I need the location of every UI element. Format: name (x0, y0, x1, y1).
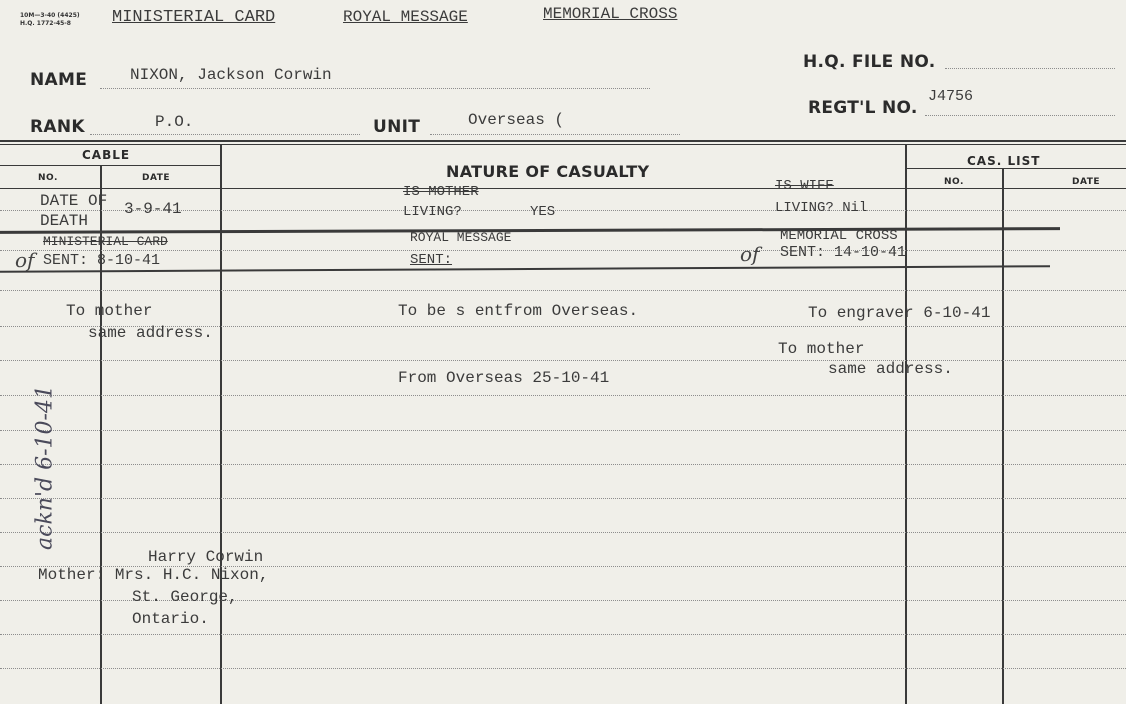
row-line (0, 634, 1126, 635)
to-mother-2: To mother (778, 340, 865, 358)
ministerial-card-typed: MINISTERIAL CARD (43, 234, 168, 249)
is-mother-label: IS MOTHER (403, 184, 479, 200)
death-label: DEATH (40, 212, 89, 230)
same-address-1: same address. (88, 324, 213, 342)
from-overseas: From Overseas 25-10-41 (398, 369, 610, 387)
row-line (0, 250, 1126, 251)
ruled-line-1 (0, 227, 1060, 234)
cable-no-header: NO. (38, 173, 58, 183)
hq-file-line (945, 68, 1115, 69)
name-value: NIXON, Jackson Corwin (130, 66, 332, 84)
death-date: 3-9-41 (124, 200, 182, 218)
cas-no-header: NO. (944, 177, 964, 187)
royal-sent: SENT: (410, 252, 453, 268)
mother-living-value: YES (530, 204, 556, 220)
ontario: Ontario. (132, 610, 209, 628)
regtl-label: REGT'L NO. (808, 98, 918, 118)
name-label: NAME (30, 70, 88, 90)
cas-list-header: CAS. LIST (967, 154, 1041, 168)
row-line (0, 532, 1126, 533)
to-be-sent: To be s entfrom Overseas. (398, 302, 639, 320)
cable-header: CABLE (82, 148, 131, 162)
rank-line (90, 134, 360, 135)
rank-label: RANK (30, 117, 85, 137)
cas-subrule (905, 168, 1126, 169)
nature-header: NATURE OF CASUALTY (446, 162, 650, 181)
row-line (0, 668, 1126, 669)
cas-date-header: DATE (1072, 177, 1101, 187)
row-line (0, 464, 1126, 465)
tick-ministerial: of (15, 248, 35, 272)
royal-message-typed: ROYAL MESSAGE (410, 230, 512, 245)
row-line (0, 395, 1126, 396)
mother-living-label: LIVING? (403, 204, 462, 220)
ministerial-sent: SENT: 8-10-41 (43, 252, 161, 269)
regtl-value: J4756 (928, 88, 974, 105)
row-line (0, 360, 1126, 361)
same-address-2: same address. (828, 360, 953, 378)
hq-file-label: H.Q. FILE NO. (803, 52, 936, 72)
header-ministerial-card: MINISTERIAL CARD (112, 8, 276, 27)
memorial-sent: SENT: 14-10-41 (780, 244, 907, 261)
margin-acknowledged-note: ackn'd 6-10-41 (32, 385, 58, 550)
regtl-line (925, 115, 1115, 116)
row-line (0, 498, 1126, 499)
is-wife-label: IS WIFE (775, 178, 834, 194)
memorial-cross-typed: MEMORIAL CROSS (780, 228, 898, 244)
form-code-line2: H.Q. 1772-45-8 (20, 20, 71, 27)
table-top-rule (0, 140, 1126, 142)
to-mother-1: To mother (66, 302, 153, 320)
rank-value: P.O. (155, 113, 194, 131)
header-bottom-rule (0, 188, 1126, 189)
unit-value: Overseas ( (468, 111, 565, 129)
col-rule-4 (1002, 168, 1004, 704)
table-top-rule-thin (0, 144, 1126, 145)
harry-corwin: Harry Corwin (148, 548, 264, 566)
mother-address-line: Mother: Mrs. H.C. Nixon, (38, 566, 269, 584)
form-code-line1: 10M—3-40 (4425) (20, 12, 80, 19)
st-george: St. George, (132, 588, 238, 606)
wife-living-label: LIVING? Nil (775, 200, 868, 216)
row-line (0, 290, 1126, 291)
header-memorial-cross: MEMORIAL CROSS (543, 5, 678, 23)
to-engraver: To engraver 6-10-41 (808, 304, 991, 322)
date-of-death-label: DATE OF (40, 192, 108, 210)
col-rule-2 (220, 145, 222, 704)
unit-label: UNIT (373, 117, 421, 137)
header-royal-message: ROYAL MESSAGE (343, 8, 468, 26)
name-line (100, 88, 650, 89)
tick-memorial: of (740, 242, 760, 266)
unit-line (430, 134, 680, 135)
row-line (0, 430, 1126, 431)
cable-subrule (0, 165, 220, 166)
cable-date-header: DATE (142, 173, 171, 183)
